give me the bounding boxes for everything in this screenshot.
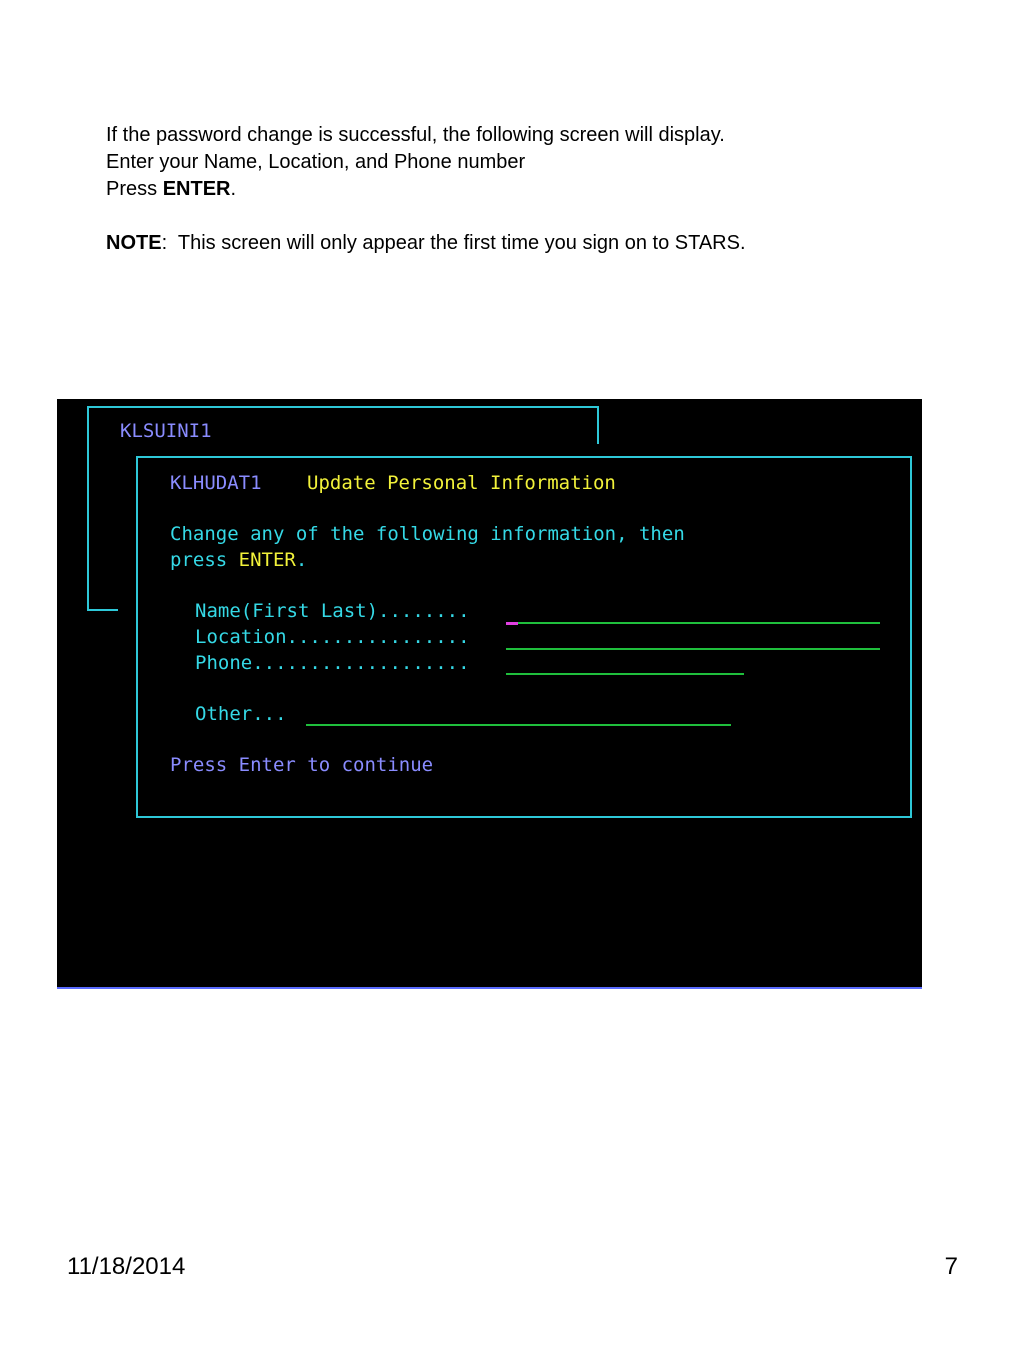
text-cursor xyxy=(506,622,518,625)
name-input[interactable] xyxy=(518,622,880,624)
terminal-screen xyxy=(57,399,922,989)
slide-page-number: 7 xyxy=(944,1253,958,1280)
instructions xyxy=(106,122,746,257)
press-label: press xyxy=(170,549,239,571)
outer-frame-left xyxy=(87,406,89,609)
other-input[interactable] xyxy=(306,724,731,726)
panel-instruction-line-2 xyxy=(170,549,307,571)
panel-id: KLHUDAT1 xyxy=(170,472,262,494)
enter-key-label: ENTER xyxy=(238,549,296,571)
enter-key-text: ENTER xyxy=(162,178,231,200)
outer-screen-id: KLSUINI1 xyxy=(120,420,212,442)
other-field-label: Other... xyxy=(195,703,287,725)
continue-prompt: Press Enter to continue xyxy=(170,754,434,776)
outer-frame-bottom xyxy=(87,609,118,611)
instruction-line-2: Enter your Name, Location, and Phone number xyxy=(106,151,526,173)
instruction-line-3 xyxy=(106,176,746,203)
phone-field-label: Phone................... xyxy=(195,652,470,674)
panel-title: Update Personal Information xyxy=(307,472,616,494)
press-text: Press xyxy=(106,178,163,200)
spacer xyxy=(106,203,746,230)
location-input[interactable] xyxy=(506,648,880,650)
period-label: . xyxy=(295,549,308,571)
outer-frame-right xyxy=(597,406,599,444)
note-line xyxy=(106,230,746,257)
panel-instruction-line-1: Change any of the following information, then xyxy=(170,523,685,545)
instruction-line-1: If the password change is successful, the following screen will display. xyxy=(106,124,725,146)
outer-frame-top xyxy=(87,406,599,408)
note-text: : This screen will only appear the first time you sign on to STARS. xyxy=(161,232,746,254)
location-field-label: Location................ xyxy=(195,626,470,648)
slide-date: 11/18/2014 xyxy=(67,1253,186,1280)
note-label: NOTE xyxy=(106,232,162,254)
name-field-label: Name(First Last)........ xyxy=(195,600,470,622)
period-text: . xyxy=(230,178,237,200)
phone-input[interactable] xyxy=(506,673,744,675)
